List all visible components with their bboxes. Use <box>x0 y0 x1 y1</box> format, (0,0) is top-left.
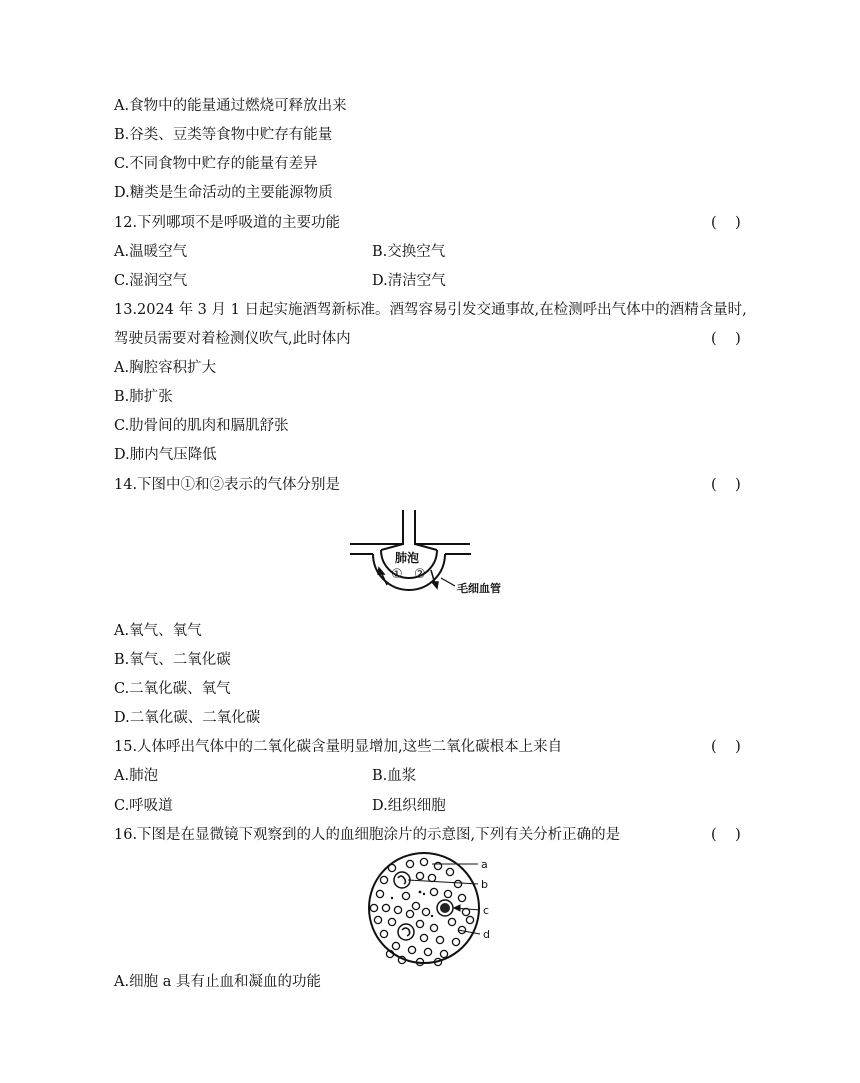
q16-stem: 16.下图是在显微镜下观察到的人的血细胞涂片的示意图,下列有关分析正确的是 <box>114 827 621 843</box>
red-blood-cell <box>374 916 381 923</box>
q13-option-d: D.肺内气压降低 <box>114 447 217 463</box>
q15-option-c: C.呼吸道 <box>114 798 173 814</box>
red-blood-cell <box>420 858 427 865</box>
red-blood-cell <box>422 908 429 915</box>
capillary-label: 毛细血管 <box>457 582 501 595</box>
red-blood-cell <box>446 868 453 875</box>
q13-option-b: B.肺扩张 <box>114 389 173 405</box>
q13-answer-paren: ( ) <box>711 331 741 347</box>
q15-stem: 15.人体呼出气体中的二氧化碳含量明显增加,这些二氧化碳根本上来自 <box>114 739 563 755</box>
q15-answer-paren: ( ) <box>711 739 741 755</box>
q12-option-d: D.清洁空气 <box>372 273 446 289</box>
red-blood-cell <box>424 948 431 955</box>
blood-smear-diagram <box>362 850 502 970</box>
red-blood-cell <box>394 906 401 913</box>
red-blood-cell <box>388 864 395 871</box>
q15-option-b: B.血浆 <box>372 768 417 784</box>
red-blood-cell <box>434 862 441 869</box>
red-blood-cell <box>454 880 461 887</box>
q12-option-a: A.温暖空气 <box>114 244 188 260</box>
q14-stem: 14.下图中①和②表示的气体分别是 <box>114 477 341 493</box>
label-c: c <box>483 904 490 917</box>
q11-option-b: B.谷类、豆类等食物中贮存有能量 <box>114 127 333 143</box>
red-blood-cell <box>428 874 435 881</box>
q11-option-d: D.糖类是生命活动的主要能源物质 <box>114 185 333 201</box>
q13-stem-line2: 驾驶员需要对着检测仪吹气,此时体内 <box>114 331 351 347</box>
alveolus-diagram <box>345 508 525 612</box>
red-blood-cell <box>448 918 455 925</box>
red-blood-cell <box>420 934 427 941</box>
red-blood-cell <box>416 920 423 927</box>
red-blood-cell <box>430 924 437 931</box>
red-blood-cell <box>406 910 413 917</box>
q12-option-c: C.湿润空气 <box>114 273 188 289</box>
red-blood-cell <box>440 950 447 957</box>
red-blood-cell <box>370 904 377 911</box>
red-blood-cell <box>408 946 415 953</box>
marker-2: ② <box>414 567 426 582</box>
q15-option-d: D.组织细胞 <box>372 798 446 814</box>
red-blood-cell <box>392 942 399 949</box>
red-blood-cell <box>376 890 383 897</box>
q16-answer-paren: ( ) <box>711 827 741 843</box>
label-d: d <box>483 928 490 941</box>
q12-stem: 12.下列哪项不是呼吸道的主要功能 <box>114 215 341 231</box>
red-blood-cell <box>380 876 387 883</box>
q14-option-a: A.氧气、氧气 <box>114 623 202 639</box>
red-blood-cell <box>436 936 443 943</box>
red-blood-cell <box>402 892 409 899</box>
red-blood-cell <box>416 872 423 879</box>
label-b: b <box>481 878 488 891</box>
q13-stem-line1: 13.2024 年 3 月 1 日起实施酒驾新标准。酒驾容易引发交通事故,在检测呼出气体中的酒精含量时, <box>114 302 747 318</box>
alveolus-label: 肺泡 <box>395 551 420 565</box>
red-blood-cell <box>380 930 387 937</box>
marker-1: ① <box>391 567 403 582</box>
q11-option-c: C.不同食物中贮存的能量有差异 <box>114 156 318 172</box>
q13-option-a: A.胸腔容积扩大 <box>114 360 217 376</box>
red-blood-cell <box>458 894 465 901</box>
q14-option-d: D.二氧化碳、二氧化碳 <box>114 710 261 726</box>
red-blood-cell <box>412 902 419 909</box>
red-blood-cell <box>382 904 389 911</box>
red-blood-cell <box>444 890 451 897</box>
label-a: a <box>481 858 488 871</box>
red-blood-cell <box>452 938 459 945</box>
q16-option-a: A.细胞 a 具有止血和凝血的功能 <box>114 974 321 990</box>
red-blood-cell <box>406 860 413 867</box>
q15-option-a: A.肺泡 <box>114 768 159 784</box>
q12-option-b: B.交换空气 <box>372 244 446 260</box>
q11-option-a: A.食物中的能量通过燃烧可释放出来 <box>114 98 347 114</box>
q14-option-c: C.二氧化碳、氧气 <box>114 681 231 697</box>
q14-answer-paren: ( ) <box>711 477 741 493</box>
q13-option-c: C.肋骨间的肌肉和膈肌舒张 <box>114 418 289 434</box>
red-blood-cell <box>388 918 395 925</box>
q12-answer-paren: ( ) <box>711 215 741 231</box>
red-blood-cell <box>430 888 437 895</box>
red-blood-cell <box>466 916 473 923</box>
q14-option-b: B.氧气、二氧化碳 <box>114 652 231 668</box>
